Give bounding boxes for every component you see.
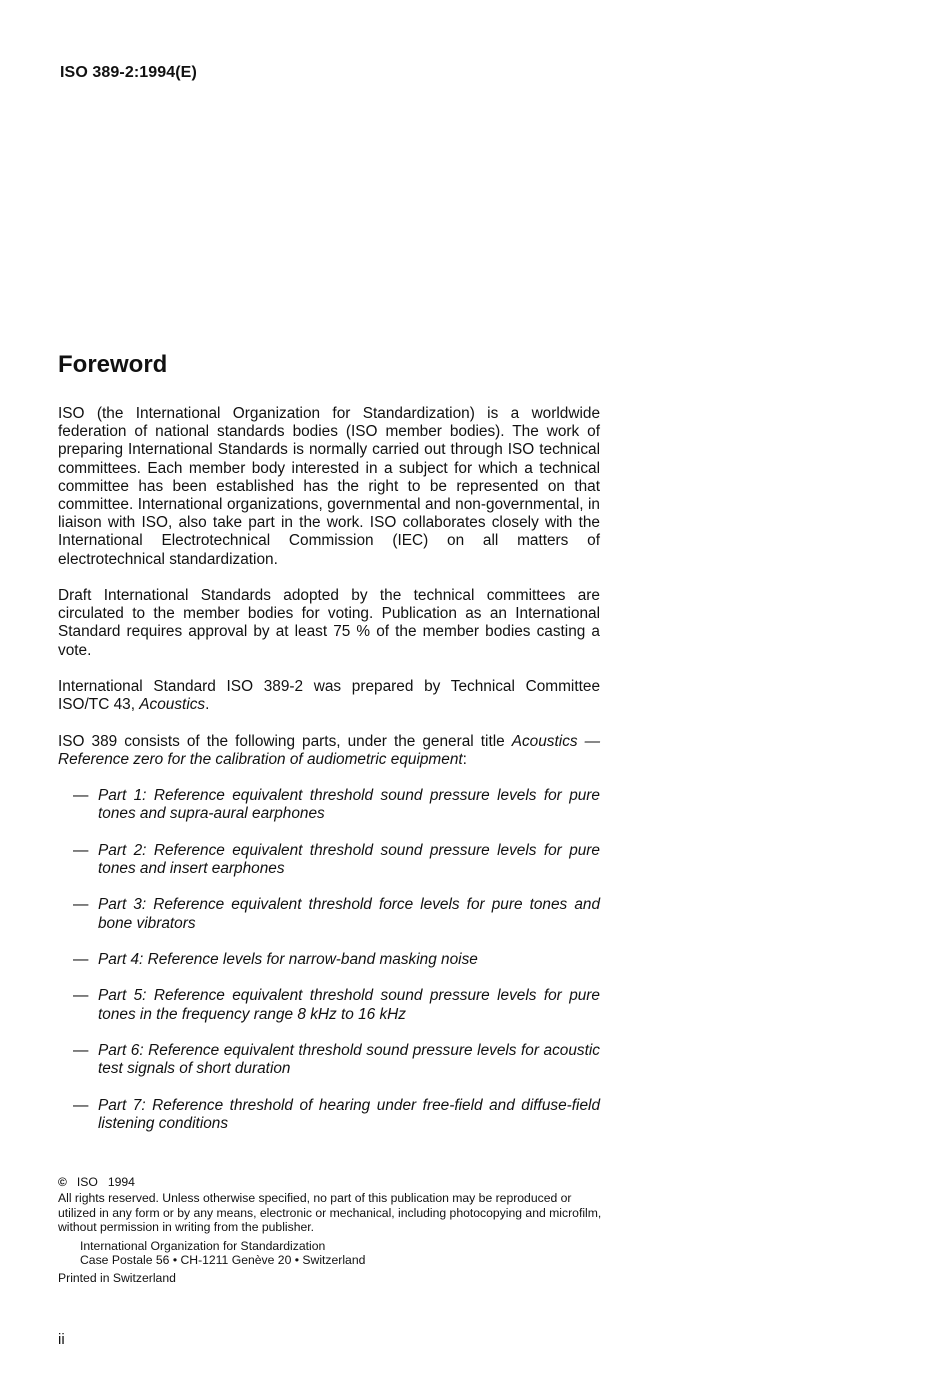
part-title: Part 6: Reference equivalent threshold sound pressure levels for acoustic test signals of short duration <box>98 1041 600 1078</box>
org-address: Case Postale 56 • CH-1211 Genève 20 • Switzerland <box>80 1253 366 1268</box>
list-dash: — <box>73 1096 89 1114</box>
copyright-year: 1994 <box>107 1175 135 1189</box>
paragraph-parts-intro <box>58 733 600 769</box>
list-item <box>58 787 600 823</box>
parts-list <box>58 787 600 1133</box>
paragraph-prepared-by <box>58 678 600 714</box>
printed-in: Printed in Switzerland <box>58 1271 176 1286</box>
part-title: Part 3: Reference equivalent threshold force levels for pure tones and bone vibrators <box>98 896 600 932</box>
list-item <box>58 1097 600 1133</box>
rights-statement: All rights reserved. Unless otherwise specified, no part of this publication may be reproduced or utilized in any form or by any means, electronic or mechanical, including photocopying and microfilm, without permission in writing from the publisher. <box>58 1191 602 1235</box>
copyright-line <box>58 1175 603 1189</box>
page-number: ii <box>58 1331 65 1348</box>
part-title: Part 5: Reference equivalent threshold sound pressure levels for pure tones in the frequency range 8 kHz to 16 kHz <box>98 987 600 1023</box>
prepared-by-end: . <box>205 696 210 714</box>
general-title: Acoustics — Reference zero for the calibration of audiometric equipment <box>58 732 600 768</box>
list-item <box>58 951 600 969</box>
list-dash: — <box>73 1041 89 1059</box>
list-item <box>58 987 600 1023</box>
list-item <box>58 842 600 878</box>
copyright-owner: ISO <box>76 1175 98 1189</box>
list-dash: — <box>73 841 89 859</box>
committee-title: Acoustics <box>139 696 206 714</box>
org-name: International Organization for Standardization <box>80 1238 326 1253</box>
copyright-notice <box>58 1175 603 1286</box>
list-item <box>58 896 600 932</box>
copyright-icon: © <box>58 1175 67 1189</box>
foreword-title: Foreword <box>58 351 168 378</box>
foreword-body <box>58 405 600 1151</box>
part-title: Part 4: Reference levels for narrow-band masking noise <box>98 950 478 968</box>
list-dash: — <box>73 896 89 914</box>
list-dash: — <box>73 787 89 805</box>
part-title: Part 7: Reference threshold of hearing under free-field and diffuse-field listening conditions <box>98 1096 600 1132</box>
list-item <box>58 1042 600 1078</box>
part-title: Part 1: Reference equivalent threshold sound pressure levels for pure tones and supra-aural earphones <box>98 787 600 823</box>
list-dash: — <box>73 950 89 968</box>
part-title: Part 2: Reference equivalent threshold sound pressure levels for pure tones and insert earphones <box>98 841 600 877</box>
parts-intro-end: : <box>462 750 467 768</box>
list-dash: — <box>73 987 89 1005</box>
paragraph-draft-standards: Draft International Standards adopted by the technical committees are circulated to the member bodies for voting. Publication as an International Standard requires approval by at least 75 % of the member bodies casting a vote. <box>58 587 600 659</box>
paragraph-iso-intro: ISO (the International Organization for Standardization) is a worldwide federation of national standards bodies (ISO member bodies). The work of preparing International Standards is normally carried out through ISO technical committees. Each member body interested in a subject for which a technical committee has been established has the right to be represented on that committee. International organizations, governmental and non-governmental, in liaison with ISO, also take part in the work. ISO collaborates closely with the International Electrotechnical Commission (IEC) on all matters of electrotechnical standardization. <box>58 405 600 568</box>
parts-intro-text: ISO 389 consists of the following parts, under the general title <box>58 732 512 750</box>
document-id-header: ISO 389-2:1994(E) <box>60 64 197 81</box>
prepared-by-text: International Standard ISO 389-2 was prepared by Technical Committee ISO/TC 43, <box>58 678 600 714</box>
